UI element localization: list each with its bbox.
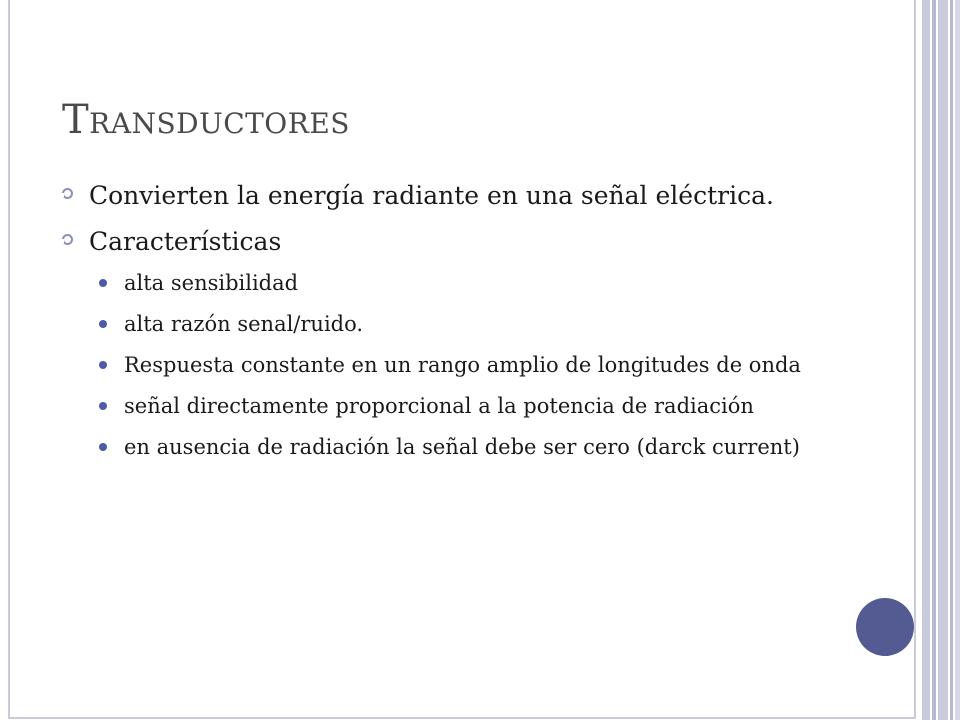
sub-bullet-text: en ausencia de radiación la señal debe ser cero (darck current) [124,435,800,459]
stripe [932,0,936,720]
dot-bullet-icon [99,320,107,328]
sub-bullet-text: señal directamente proporcional a la potencia de radiación [124,394,754,418]
sub-bullet-text: alta razón senal/ruido. [124,312,364,336]
stripe [938,0,948,720]
sub-bullet-item [62,309,852,339]
dot-bullet-icon [99,361,107,369]
ring-bullet-icon [62,188,73,199]
stripe [922,0,930,720]
bullet-text: Características [89,227,282,256]
bullet-item [62,224,852,462]
stripe [955,0,960,720]
dot-bullet-icon [99,402,107,410]
sub-bullet-list [89,268,852,462]
sub-bullet-item [62,350,852,380]
bullet-text: Convierten la energía radiante en una señal eléctrica. [89,181,774,210]
stripe [950,0,953,720]
decorative-stripes [920,0,960,720]
ring-bullet-icon [62,234,73,245]
bullet-item [62,178,852,214]
slide-title: Transductores [62,97,350,143]
dot-bullet-icon [99,279,107,287]
sub-bullet-text: alta sensibilidad [124,271,299,295]
accent-circle [856,598,914,656]
sub-bullet-item [62,391,852,421]
dot-bullet-icon [99,443,107,451]
sub-bullet-text: Respuesta constante en un rango amplio de longitudes de onda [124,353,801,377]
sub-bullet-item [62,432,852,462]
bullet-list [62,178,852,473]
sub-bullet-item [62,268,852,298]
